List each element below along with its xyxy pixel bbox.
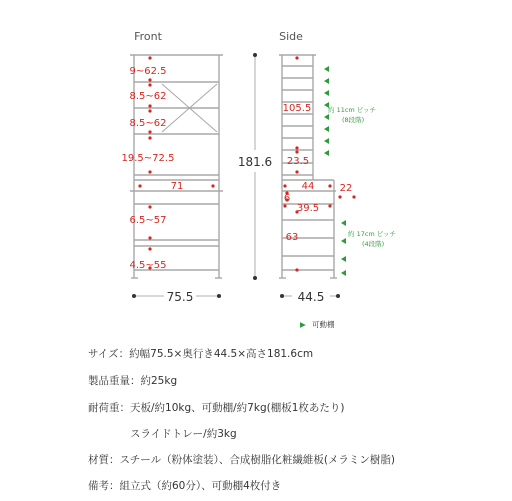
height-label: 181.6 [237, 155, 273, 169]
legend-label: 可動棚 [312, 320, 335, 329]
front-dim-shelf-2: 8.5~62 [129, 91, 167, 102]
side-dim-gap: 6 [283, 193, 291, 204]
spec-note: 備考：組立式（約60分）、可動棚4枚付き [88, 480, 282, 492]
spec-load-tray: スライドトレー/約3kg [130, 428, 237, 440]
spec-load: 耐荷重：天板/約10kg、可動棚/約7kg(棚板1枚あたり) [88, 402, 345, 414]
front-width-label: 75.5 [166, 290, 194, 304]
side-dim-lower: 63 [285, 232, 299, 243]
front-dim-shelf-6: 4.5~55 [129, 260, 167, 271]
front-dim-shelf-5: 6.5~57 [129, 215, 167, 226]
side-dim-tray-depth: 39.5 [296, 203, 320, 214]
movable-shelf-arrows [324, 66, 346, 276]
front-dim-shelf-1: 9~62.5 [129, 66, 167, 77]
front-view-title: Front [134, 30, 162, 43]
pitch-upper-sub: (8段階) [342, 116, 365, 124]
pitch-upper-label: 約 11cm ピッチ [328, 106, 377, 114]
front-dim-shelf-4: 19.5~72.5 [121, 153, 175, 164]
front-dim-shelf-3: 8.5~62 [129, 118, 167, 129]
pitch-lower-sub: (4段階) [362, 240, 385, 248]
legend-arrow-icon: ▶ [300, 320, 306, 329]
front-dim-tray-width: 71 [170, 181, 184, 192]
side-dim-mid: 23.5 [286, 156, 310, 167]
spec-material: 材質：スチール（粉体塗装）、合成樹脂化粧繊維板(メラミン樹脂) [88, 454, 396, 466]
side-dim-tray-ext: 22 [339, 183, 353, 194]
front-frame [130, 55, 223, 278]
side-view-title: Side [279, 30, 303, 43]
side-depth-label: 44.5 [297, 290, 325, 304]
side-dim-upper: 105.5 [282, 103, 312, 114]
pitch-lower-label: 約 17cm ピッチ [348, 230, 397, 238]
spec-weight: 製品重量：約25kg [88, 375, 178, 387]
spec-size: サイズ：約幅75.5×奥行き44.5×高さ181.6cm [88, 348, 314, 360]
side-dim-tray: 44 [301, 181, 315, 192]
